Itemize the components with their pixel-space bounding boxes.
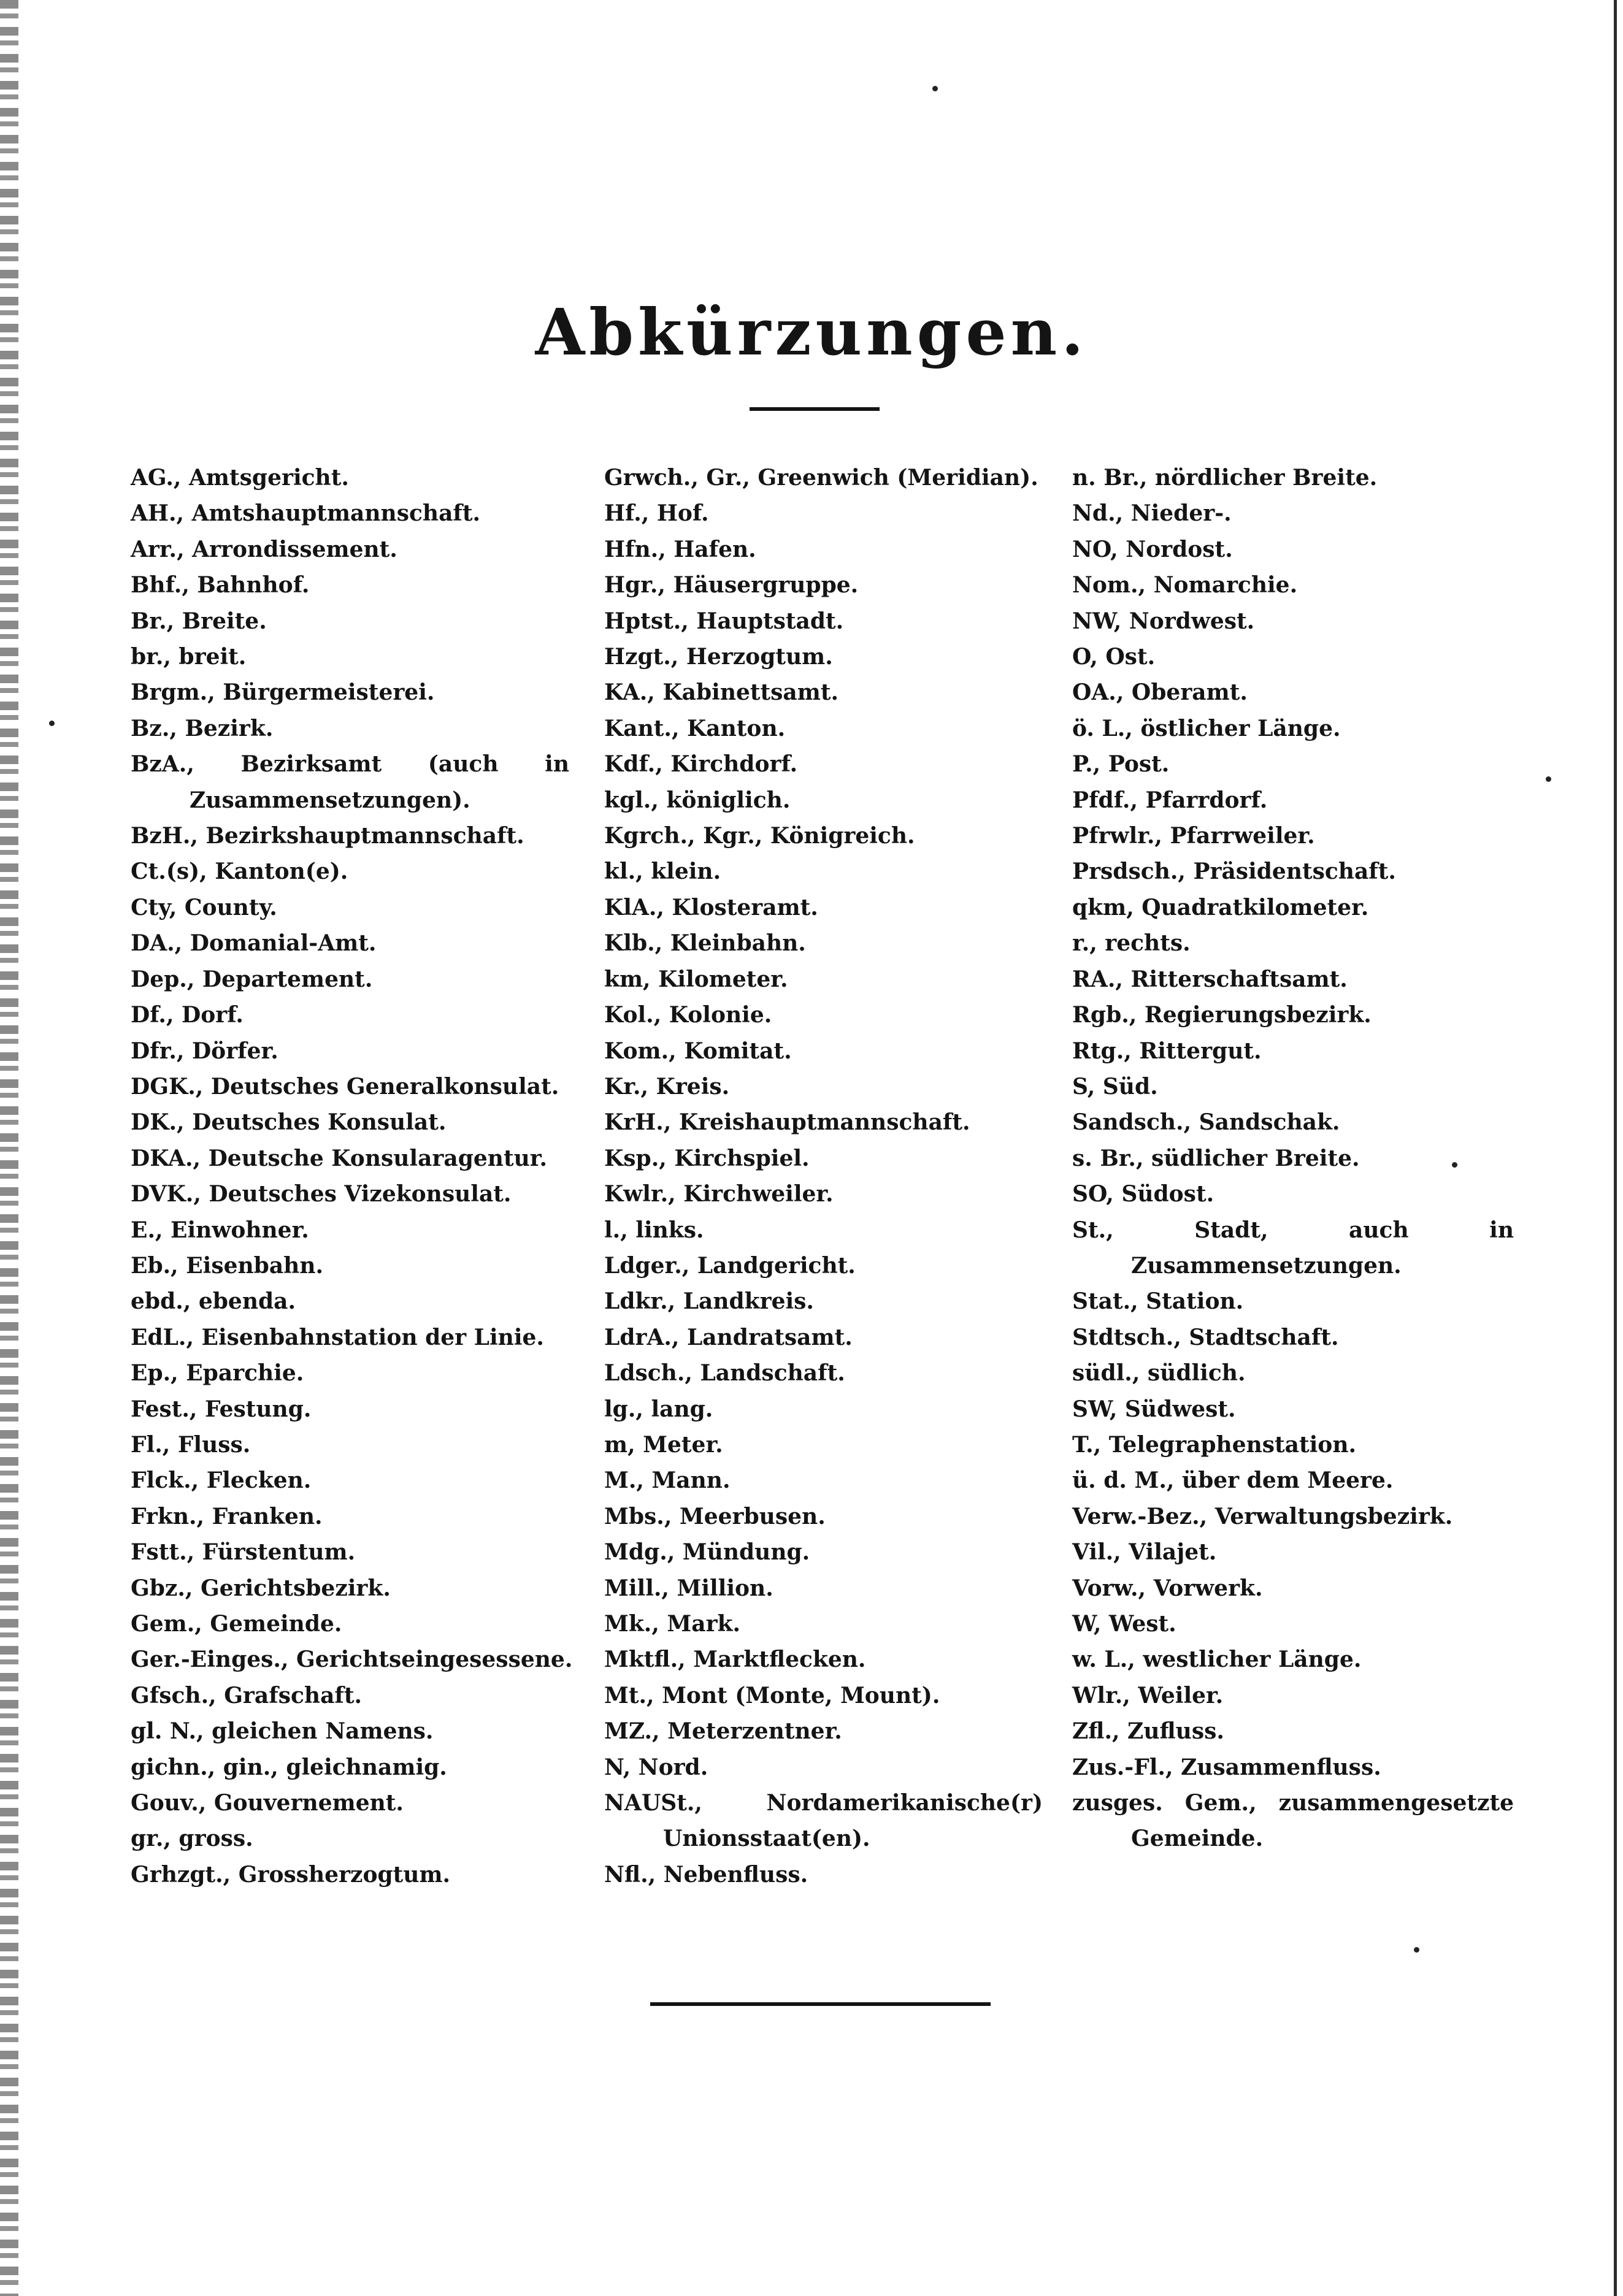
abbreviation-entry: zusges. Gem., zusammengesetzte Gemeinde. (1072, 1790, 1514, 1852)
abbreviation-entry: Nd., Nieder-. (1072, 500, 1232, 527)
print-speck (1452, 1162, 1457, 1168)
abbreviation-entry: Grhzgt., Grossherzogtum. (131, 1861, 451, 1888)
abbreviation-entry: lg., lang. (604, 1396, 713, 1422)
abbreviation-entry: Dfr., Dörfer. (131, 1038, 278, 1064)
abbreviation-entry: OA., Oberamt. (1072, 679, 1248, 706)
abbreviation-entry: NO, Nordost. (1072, 536, 1233, 562)
abbreviation-entry: AG., Amtsgericht. (131, 465, 349, 491)
abbreviation-entry: Hzgt., Herzogtum. (604, 644, 833, 670)
abbreviation-entry: Bz., Bezirk. (131, 715, 274, 741)
abbreviation-entry: Kwlr., Kirchweiler. (604, 1181, 834, 1207)
abbreviation-entry: Hgr., Häusergruppe. (604, 572, 859, 599)
abbreviation-entry: ü. d. M., über dem Meere. (1072, 1468, 1394, 1494)
print-speck (932, 86, 938, 91)
abbreviation-entry: N, Nord. (604, 1754, 708, 1780)
abbreviation-entry: Mbs., Meerbusen. (604, 1503, 826, 1529)
abbreviation-entry: Kant., Kanton. (604, 715, 786, 741)
abbreviation-entry: m, Meter. (604, 1431, 723, 1458)
abbreviation-entry: Ksp., Kirchspiel. (604, 1145, 810, 1171)
abbreviation-entry: Df., Dorf. (131, 1002, 244, 1028)
abbreviation-entry: Klb., Kleinbahn. (604, 930, 806, 957)
abbreviation-entry: LdrA., Landratsamt. (604, 1324, 853, 1350)
abbreviation-entry: Kr., Kreis. (604, 1073, 730, 1100)
abbreviation-entry: Mill., Million. (604, 1575, 773, 1601)
abbreviation-entry: Stdtsch., Stadtschaft. (1072, 1324, 1339, 1350)
abbreviation-entry: DA., Domanial-Amt. (131, 930, 377, 957)
abbreviation-entry: MZ., Meterzentner. (604, 1718, 842, 1745)
page-title: Abkürzungen. (535, 294, 1088, 370)
abbreviation-entry: Prsdsch., Präsidentschaft. (1072, 859, 1396, 885)
print-speck (1546, 776, 1551, 782)
abbreviation-entry: RA., Ritterschaftsamt. (1072, 966, 1348, 992)
abbreviation-entry: Mt., Mont (Monte, Mount). (604, 1682, 940, 1709)
abbreviation-entry: M., Mann. (604, 1468, 731, 1494)
abbreviation-entry: BzH., Bezirkshauptmannschaft. (131, 823, 524, 849)
abbreviation-entry: km, Kilometer. (604, 966, 788, 992)
abbreviation-entry: O, Ost. (1072, 644, 1156, 670)
abbreviation-entry: Kgrch., Kgr., Königreich. (604, 823, 915, 849)
abbreviation-entry: Zfl., Zufluss. (1072, 1718, 1224, 1745)
abbreviation-entry: P., Post. (1072, 751, 1170, 778)
abbreviation-entry: südl., südlich. (1072, 1360, 1246, 1387)
abbreviation-entry: qkm, Quadratkilometer. (1072, 894, 1369, 920)
abbreviation-entry: Ct.(s), Kanton(e). (131, 859, 348, 885)
abbreviation-entry: Flck., Flecken. (131, 1468, 312, 1494)
abbreviation-entry: r., rechts. (1072, 930, 1191, 957)
abbreviation-entry: S, Süd. (1072, 1073, 1158, 1100)
abbreviation-entry: Ger.-Einges., Gerichtseingesessene. (131, 1647, 573, 1673)
abbreviation-entry: Cty, County. (131, 894, 277, 920)
abbreviation-entry: DVK., Deutsches Vizekonsulat. (131, 1181, 512, 1207)
abbreviation-entry: w. L., westlicher Länge. (1072, 1647, 1362, 1673)
abbreviation-entry: Stat., Station. (1072, 1288, 1244, 1315)
abbreviation-entry: Eb., Eisenbahn. (131, 1252, 324, 1279)
abbreviation-entry: Zus.-Fl., Zusammenfluss. (1072, 1754, 1381, 1780)
abbreviation-entry: Ep., Eparchie. (131, 1360, 304, 1387)
abbreviation-entry: NW, Nordwest. (1072, 608, 1255, 634)
abbreviation-entry: Mdg., Mündung. (604, 1539, 810, 1566)
abbreviation-entry: Ldger., Landgericht. (604, 1252, 856, 1279)
abbreviation-entry: Hf., Hof. (604, 500, 709, 527)
abbreviation-entry: Nom., Nomarchie. (1072, 572, 1298, 599)
abbreviation-entry: Dep., Departement. (131, 966, 373, 992)
abbreviation-entry: Bhf., Bahnhof. (131, 572, 310, 599)
print-speck (1414, 1947, 1419, 1953)
abbreviation-entry: ebd., ebenda. (131, 1288, 296, 1315)
abbreviation-entry: Rgb., Regierungsbezirk. (1072, 1002, 1372, 1028)
abbreviation-entry: Gouv., Gouvernement. (131, 1790, 404, 1816)
print-speck (49, 721, 55, 726)
abbreviation-entry: SW, Südwest. (1072, 1396, 1236, 1422)
abbreviation-entry: br., breit. (131, 644, 247, 670)
abbreviation-entry: Ldsch., Landschaft. (604, 1360, 845, 1387)
abbreviation-entry: Fest., Festung. (131, 1396, 312, 1422)
abbreviation-entry: Rtg., Rittergut. (1072, 1038, 1262, 1064)
abbreviation-entry: KA., Kabinettsamt. (604, 679, 839, 706)
abbreviation-entry: DKA., Deutsche Konsularagentur. (131, 1145, 547, 1171)
abbreviation-entry: EdL., Eisenbahnstation der Linie. (131, 1324, 544, 1350)
abbreviation-entry: Verw.-Bez., Verwaltungsbezirk. (1072, 1503, 1453, 1529)
abbreviation-entry: Vorw., Vorwerk. (1072, 1575, 1263, 1601)
abbreviation-entry: SO, Südost. (1072, 1181, 1214, 1207)
abbreviation-column-3 (1072, 460, 1514, 1857)
abbreviation-entry: Kom., Komitat. (604, 1038, 792, 1064)
abbreviation-entry: l., links. (604, 1217, 704, 1243)
title-rule (750, 407, 880, 411)
abbreviation-entry: Kol., Kolonie. (604, 1002, 772, 1028)
abbreviation-entry: Vil., Vilajet. (1072, 1539, 1217, 1566)
abbreviation-entry: Br., Breite. (131, 608, 267, 634)
abbreviation-entry: NAUSt., Nordamerikanische(r) Unionsstaat(en). (604, 1790, 1043, 1852)
abbreviation-entry: Hptst., Hauptstadt. (604, 608, 844, 634)
abbreviation-entry: kl., klein. (604, 859, 721, 885)
abbreviation-entry: Grwch., Gr., Greenwich (Meridian). (604, 465, 1038, 491)
abbreviation-entry: ö. L., östlicher Länge. (1072, 715, 1341, 741)
abbreviation-entry: Wlr., Weiler. (1072, 1682, 1224, 1709)
abbreviation-entry: KlA., Klosteramt. (604, 894, 818, 920)
abbreviation-column-1 (131, 460, 573, 1892)
abbreviation-entry: KrH., Kreishauptmannschaft. (604, 1109, 970, 1136)
abbreviation-entry: Gfsch., Grafschaft. (131, 1682, 363, 1709)
bottom-rule (650, 2002, 991, 2006)
abbreviation-entry: T., Telegraphenstation. (1072, 1431, 1357, 1458)
abbreviation-entry: Gem., Gemeinde. (131, 1611, 342, 1637)
abbreviation-entry: gr., gross. (131, 1826, 253, 1852)
abbreviation-entry: Pfrwlr., Pfarrweiler. (1072, 823, 1315, 849)
abbreviation-entry: kgl., königlich. (604, 787, 791, 813)
abbreviation-column-2 (604, 460, 1043, 1892)
abbreviation-entry: gichn., gin., gleichnamig. (131, 1754, 447, 1780)
abbreviation-entry: s. Br., südlicher Breite. (1072, 1145, 1360, 1171)
abbreviation-entry: Fstt., Fürstentum. (131, 1539, 356, 1566)
abbreviation-entry: Mktfl., Marktflecken. (604, 1647, 866, 1673)
abbreviation-entry: DGK., Deutsches Generalkonsulat. (131, 1073, 559, 1100)
abbreviation-entry: Fl., Fluss. (131, 1431, 251, 1458)
abbreviation-entry: Pfdf., Pfarrdorf. (1072, 787, 1268, 813)
abbreviation-entry: E., Einwohner. (131, 1217, 309, 1243)
abbreviation-entry: gl. N., gleichen Namens. (131, 1718, 434, 1745)
abbreviation-entry: Hfn., Hafen. (604, 536, 756, 562)
abbreviation-entry: DK., Deutsches Konsulat. (131, 1109, 447, 1136)
abbreviation-entry: W, West. (1072, 1611, 1176, 1637)
abbreviation-entry: St., Stadt, auch in Zusammensetzungen. (1072, 1217, 1514, 1279)
abbreviation-entry: n. Br., nördlicher Breite. (1072, 465, 1378, 491)
abbreviation-entry: Sandsch., Sandschak. (1072, 1109, 1340, 1136)
abbreviation-entry: Nfl., Nebenfluss. (604, 1861, 808, 1888)
abbreviation-entry: Arr., Arrondissement. (131, 536, 397, 562)
abbreviation-entry: Mk., Mark. (604, 1611, 741, 1637)
abbreviation-entry: BzA., Bezirksamt (auch in Zusammensetzungen). (131, 751, 569, 813)
abbreviation-entry: Ldkr., Landkreis. (604, 1288, 814, 1315)
abbreviation-entry: Kdf., Kirchdorf. (604, 751, 798, 778)
abbreviation-entry: Brgm., Bürgermeisterei. (131, 679, 435, 706)
abbreviation-entry: Frkn., Franken. (131, 1503, 323, 1529)
abbreviation-entry: AH., Amtshauptmannschaft. (131, 500, 481, 527)
abbreviation-entry: Gbz., Gerichtsbezirk. (131, 1575, 391, 1601)
